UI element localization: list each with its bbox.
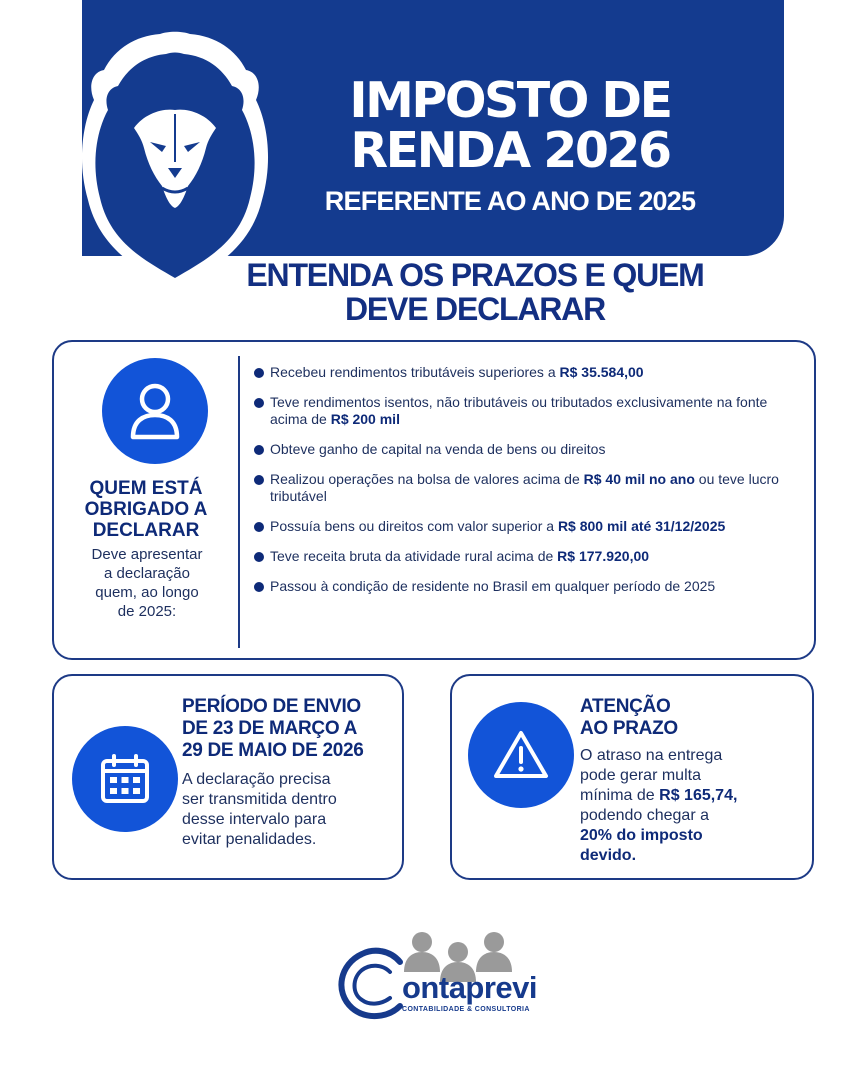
period-heading — [182, 696, 392, 762]
attention-description-line — [580, 786, 800, 806]
section-title — [180, 258, 770, 326]
period-heading-line: 29 DE MAIO DE 2026 — [182, 740, 364, 761]
header-title-line: RENDA 2026 — [350, 122, 670, 179]
requirements-list — [252, 364, 792, 608]
lion-logo-icon — [70, 30, 280, 292]
fine-amount: R$ 165,74, — [659, 787, 738, 804]
list-item-highlight: R$ 200 mil — [330, 411, 400, 427]
header-title-line: IMPOSTO DE — [349, 72, 671, 129]
header-subtitle: REFERENTE AO ANO DE 2025 — [324, 186, 696, 216]
list-item — [252, 548, 792, 565]
fine-percentage: 20% do imposto — [580, 827, 703, 844]
who-heading-line: QUEM ESTÁ — [89, 478, 203, 499]
list-item-text: Possuía bens ou direitos com valor superior a — [270, 518, 558, 534]
bullet-icon — [254, 475, 264, 485]
list-item-text: Obteve ganho de capital na venda de bens ou direitos — [270, 441, 606, 457]
list-item — [252, 578, 792, 595]
warning-icon — [468, 702, 574, 808]
calendar-icon — [72, 726, 178, 832]
attention-description-line: O atraso na entrega — [580, 747, 723, 764]
attention-description-line — [580, 846, 800, 866]
attention-description-line — [580, 826, 800, 846]
section-title-line: DEVE DECLARAR — [345, 291, 605, 327]
bullet-icon — [254, 552, 264, 562]
deadline-attention-card — [450, 674, 814, 880]
who-heading — [64, 478, 228, 541]
who-description — [68, 545, 226, 621]
list-item — [252, 364, 792, 381]
divider — [238, 356, 240, 648]
section-title-line: ENTENDA OS PRAZOS E QUEM — [246, 257, 704, 293]
list-item-highlight: R$ 800 mil até 31/12/2025 — [557, 518, 726, 534]
period-description-line: A declaração precisa — [182, 771, 331, 788]
attention-description-line: pode gerar multa — [580, 767, 701, 784]
period-description — [182, 770, 392, 850]
period-heading-line: PERÍODO DE ENVIO — [182, 696, 361, 717]
list-item — [252, 394, 792, 428]
list-item-text: Teve rendimentos isentos, não tributáveis ou tributados exclusivamente na fonte acima de — [270, 394, 768, 427]
list-item-text: ou teve lucro tributável — [270, 471, 779, 504]
fine-percentage: devido. — [580, 847, 637, 864]
period-description-line: ser transmitida dentro — [182, 791, 337, 808]
list-item-highlight: R$ 177.920,00 — [557, 548, 650, 564]
bullet-icon — [254, 445, 264, 455]
list-item-text: Passou à condição de residente no Brasil em qualquer período de 2025 — [270, 578, 716, 594]
attention-heading-line: ATENÇÃO — [580, 696, 671, 717]
who-heading-line: OBRIGADO A — [84, 499, 208, 520]
period-description-line: desse intervalo para — [182, 811, 327, 828]
attention-description-line: podendo chegar a — [580, 807, 709, 824]
period-description-line: evitar penalidades. — [182, 831, 317, 848]
list-item — [252, 518, 792, 535]
submission-period-card — [52, 674, 404, 880]
bullet-icon — [254, 522, 264, 532]
bullet-icon — [254, 582, 264, 592]
user-icon — [102, 358, 208, 464]
who-must-declare-card — [52, 340, 816, 660]
list-item — [252, 441, 792, 458]
attention-heading — [580, 696, 800, 740]
list-item-highlight: R$ 40 mil no ano — [583, 471, 695, 487]
bullet-icon — [254, 398, 264, 408]
who-description-line: quem, ao longo — [95, 584, 199, 601]
attention-text: mínima de — [580, 787, 660, 804]
who-description-line: de 2025: — [117, 603, 177, 620]
header-title — [300, 72, 720, 179]
logo-wordmark: ontaprevi — [402, 970, 538, 1005]
list-item-text: Realizou operações na bolsa de valores acima de — [270, 471, 584, 487]
list-item-highlight: R$ 35.584,00 — [559, 364, 644, 380]
attention-heading-line: AO PRAZO — [580, 718, 678, 739]
logo-tagline: CONTABILIDADE & CONSULTORIA — [402, 1006, 530, 1013]
period-heading-line: DE 23 DE MARÇO A — [182, 718, 358, 739]
bullet-icon — [254, 368, 264, 378]
who-heading-line: DECLARAR — [92, 520, 200, 541]
who-description-line: Deve apresentar — [91, 546, 203, 563]
who-description-line: a declaração — [104, 565, 190, 582]
list-item — [252, 471, 792, 505]
list-item-text: Recebeu rendimentos tributáveis superiores a — [270, 364, 560, 380]
attention-description — [580, 746, 800, 866]
list-item-text: Teve receita bruta da atividade rural acima de — [270, 548, 558, 564]
